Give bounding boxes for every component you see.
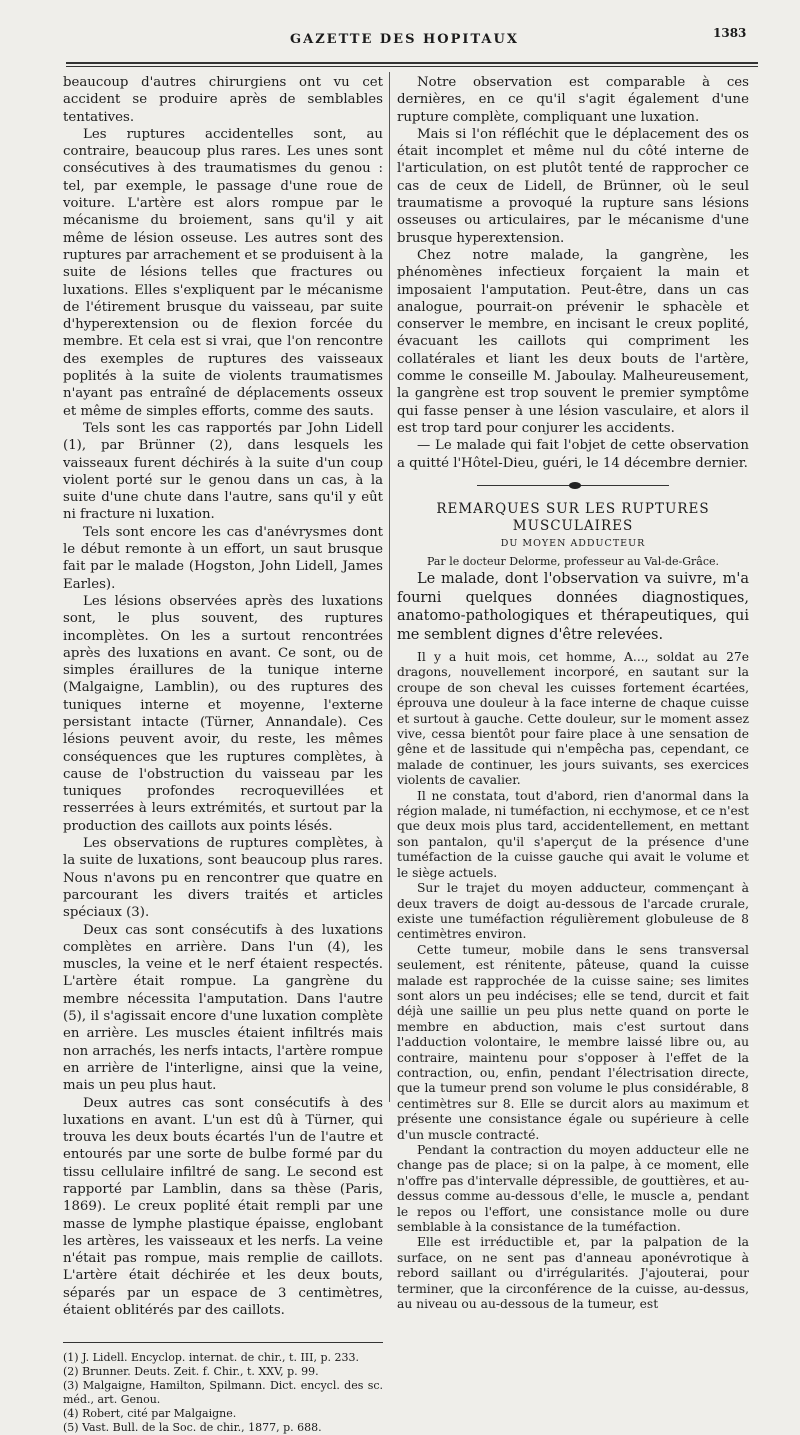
article-byline: Par le docteur Delorme, professeur au Val-de-Grâce. — [426, 554, 720, 568]
paragraph: Il y a huit mois, cet homme, A..., soldat au 27e dragons, nouvellement incorporé, en sautant sur la croupe de son cheval les cuisses fortement écartées, éprouva une douleur à la face interne de chaque cuisse et surtout à gauche. Cette douleur, sur le moment assez vive, cessa bientôt pour faire place à une sensation de gêne et de lassitude qui n'empêcha pas, cependant, ce malade de continuer, les jours suivants, ses exercices violents de cavalier. — [397, 650, 749, 788]
page-number: 1383 — [713, 26, 747, 40]
footnote: (4) Robert, cité par Malgaigne. — [63, 1407, 237, 1421]
paragraph: — Le malade qui fait l'objet de cette observation a quitté l'Hôtel-Dieu, guéri, le 14 décembre dernier. — [397, 438, 749, 471]
paragraph: Deux autres cas sont consécutifs à des luxations en avant. L'un est dû à Türner, qui trouva les deux bouts écartés l'un de l'autre et entourés par une sorte de bulbe formé par du tissu cellulaire infiltré de sang. Le second est rapporté par Lamblin, dans sa thèse (Paris, 1869). Le creux poplité était rempli par une masse de lymphe plastique épaisse, englobant les artères, les vaisseaux et les nerfs. La veine n'était pas rompue, mais remplie de caillots. L'artère était déchirée et les deux bouts, séparés par un espace de 3 centimètres, étaient oblitérés par des caillots. — [63, 1095, 383, 1319]
footnote: (5) Vast. Bull. de la Soc. de chir., 1877, p. 688. — [63, 1421, 322, 1435]
footnotes — [63, 1351, 383, 1435]
article-body — [397, 650, 749, 1312]
footnote: (2) Brunner. Deuts. Zeit. f. Chir., t. XXV, p. 99. — [63, 1365, 319, 1379]
footnote-separator — [63, 1342, 383, 1343]
header-rule — [66, 62, 758, 64]
paragraph: Notre observation est comparable à ces dernières, en ce qu'il s'agit également d'une rupture complète, compliquant une luxation. — [397, 75, 749, 125]
paragraph: Tels sont encore les cas d'anévrysmes dont le début remonte à un effort, un saut brusque fait par le malade (Hogston, John Lidell, James Earles). — [63, 524, 383, 592]
left-column — [63, 74, 383, 1435]
article-title: REMARQUES SUR LES RUPTURES MUSCULAIRES — [436, 500, 710, 535]
running-title: GAZETTE DES HOPITAUX — [290, 32, 519, 47]
column-divider — [389, 72, 390, 1102]
paragraph: Chez notre malade, la gangrène, les phénomènes infectieux forçaient la main et imposaient l'amputation. Peut-être, dans un cas analogue, pourrait-on prévenir le sphacèle et conserver le membre, en incisant le creux poplité, évacuant les caillots qui compriment les collatérales et liant les deux bouts de l'artère, comme le conseille M. Jaboulay. Malheureusement, la gangrène est trop souvent le premier symptôme qui fasse penser à une lésion vasculaire, et alors il est trop tard pour conjurer les accidents. — [397, 247, 749, 436]
paragraph: Les observations de ruptures complètes, à la suite de luxations, sont beaucoup plus rares. Nous n'avons pu en rencontrer que quatre en parcourant les divers traités et articles spéciaux (3). — [63, 836, 383, 921]
section-ornament — [397, 481, 749, 489]
paragraph: Pendant la contraction du moyen adducteur elle ne change pas de place; si on la palpe, à ce moment, elle n'offre pas d'intervalle dépressible, de gouttières, et au-dessus comme au-dessous d'elle, le muscle a, pendant le repos ou l'effort, une consistance molle ou dure semblable à la consistance de la tuméfaction. — [397, 1143, 749, 1235]
paragraph: Mais si l'on réfléchit que le déplacement des os était incomplet et même nul du côté interne de l'articulation, on est plutôt tenté de rapprocher ce cas de ceux de Lidell, de Brünner, où le seul traumatisme a provoqué la rupture sans lésions osseuses ou articulaires, par le mécanisme d'une brusque hyperextension. — [397, 126, 749, 246]
page-header — [0, 26, 800, 50]
right-column — [397, 74, 749, 1312]
paragraph: Sur le trajet du moyen adducteur, commençant à deux travers de doigt au-dessous de l'arcade crurale, existe une tuméfaction régulièrement globuleuse de 8 centimètres environ. — [397, 881, 749, 942]
paragraph: beaucoup d'autres chirurgiens ont vu cet accident se produire après de semblables tentatives. — [63, 75, 383, 125]
paragraph: Les ruptures accidentelles sont, au contraire, beaucoup plus rares. Les unes sont consécutives à des traumatismes du genou : tel, par exemple, le passage d'une roue de voiture. L'artère est alors rompue par le mécanisme du broiement, sans qu'il y ait même de lésion osseuse. Les autres sont des ruptures par arrachement et se produisent à la suite de lésions telles que fractures ou luxations. Elles s'expliquent par le mécanisme de l'étirement brusque du vaisseau, par suite d'hyperextension ou de flexion forcée du membre. Et cela est si vrai, que l'on rencontre des exemples de ruptures des vaisseaux poplités à la suite de violents traumatismes n'ayant pas entraîné de déplacements osseux et même de simples efforts, comme des sauts. — [63, 126, 383, 419]
footnote: (3) Malgaigne, Hamilton, Spilmann. Dict. encycl. des sc. méd., art. Genou. — [63, 1379, 383, 1407]
header-rule-thin — [66, 66, 758, 67]
paragraph: Tels sont les cas rapportés par John Lidell (1), par Brünner (2), dans lesquels les vaisseaux furent déchirés à la suite d'un coup violent porté sur le genou dans un cas, à la suite d'une chute dans l'autre, sans qu'il y eût ni fracture ni luxation. — [63, 420, 383, 523]
paragraph: Cette tumeur, mobile dans le sens transversal seulement, est rénitente, pâteuse, quand la cuisse malade est rapprochée de la cuisse saine; ses limites sont alors un peu indécises; elle se tend, durcit et fait déjà une saillie un peu plus nette quand on porte le membre en abduction, mais c'est surtout dans l'adduction volontaire, le membre laissé libre ou, au contraire, maintenu pour s'opposer à l'effet de la contraction, ou, enfin, pendant l'électrisation directe, que la tumeur prend son volume le plus considérable, 8 centimètres sur 8. Elle se durcit alors au maximum et présente une consistance égale ou supérieure à celle d'un muscle contracté. — [397, 942, 749, 1142]
article-lead: Le malade, dont l'observation va suivre, m'a fourni quelques données diagnostiques, anatomo-pathologiques et thérapeutiques, qui me semblent dignes d'être relevées. — [397, 571, 749, 643]
paragraph: Elle est irréductible et, par la palpation de la surface, on ne sent pas d'anneau aponévrotique à rebord saillant ou d'irrégularités. J'ajouterai, pour terminer, que la circonférence de la cuisse, au-dessus, au niveau ou au-dessous de la tumeur, est — [397, 1235, 749, 1312]
article-subtitle: DU MOYEN ADDUCTEUR — [500, 538, 646, 550]
paragraph: Deux cas sont consécutifs à des luxations complètes en arrière. Dans l'un (4), les muscles, la veine et le nerf étaient respectés. L'artère était rompue. La gangrène du membre nécessita l'amputation. Dans l'autre (5), il s'agissait encore d'une luxation complète en arrière. Les muscles étaient infiltrés mais non arrachés, les nerfs intacts, l'artère rompue en arrière de l'interligne, ainsi que la veine, mais un peu plus haut. — [63, 922, 383, 1094]
paragraph: Les lésions observées après des luxations sont, le plus souvent, des ruptures incomplètes. On les a surtout rencontrées après des luxations en avant. Ce sont, ou de simples éraillures de la tunique interne (Malgaigne, Lamblin), ou des ruptures des tuniques interne et moyenne, l'externe persistant intacte (Türner, Annandale). Ces lésions peuvent avoir, du reste, les mêmes conséquences que les ruptures complètes, à cause de l'obstruction du vaisseau par les tuniques profondes recroquevillées et resserrées à leurs extrémités, et surtout par la production des caillots aux points lésés. — [63, 593, 383, 834]
paragraph: Il ne constata, tout d'abord, rien d'anormal dans la région malade, ni tuméfaction, ni ecchymose, et ce n'est que deux mois plus tard, accidentellement, en mettant son pantalon, qu'il s'aperçut de la présence d'une tuméfaction de la cuisse gauche qui avait le volume et le siège actuels. — [397, 788, 749, 880]
footnote: (1) J. Lidell. Encyclop. internat. de chir., t. III, p. 233. — [63, 1351, 360, 1365]
